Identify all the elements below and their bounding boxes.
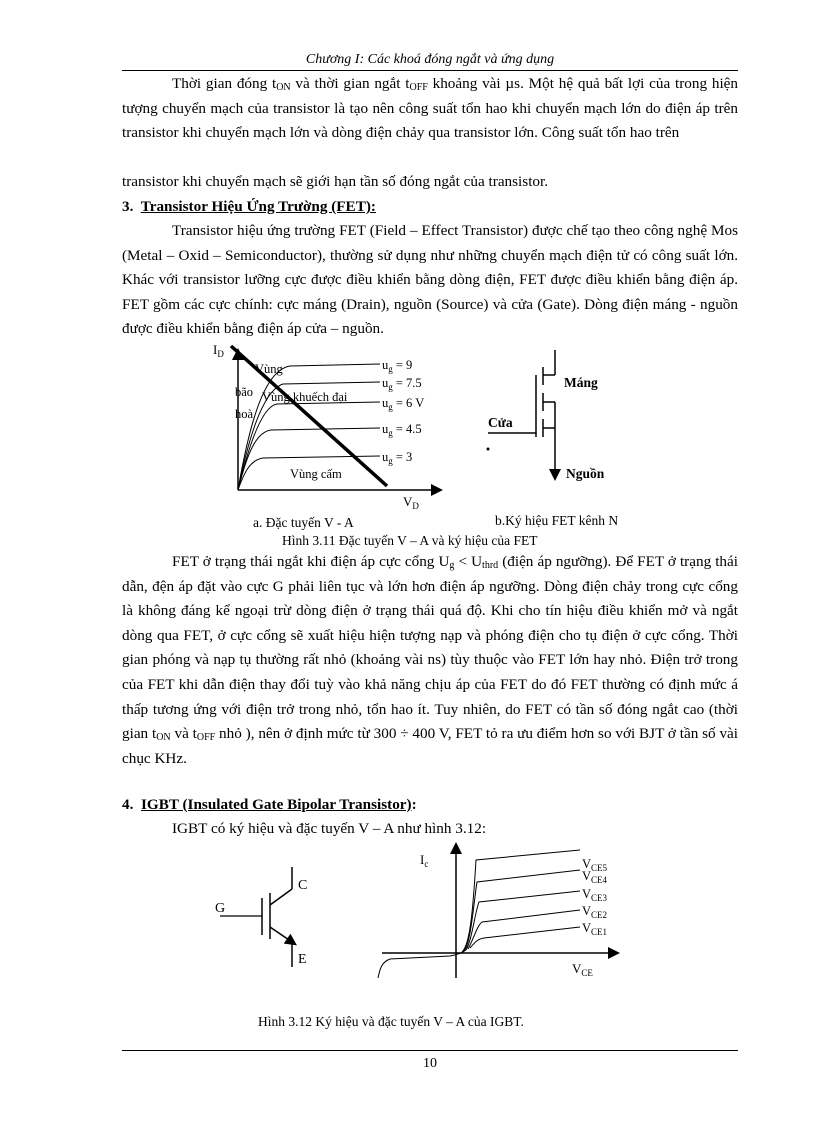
paragraph-igbt-intro: IGBT có ký hiệu và đặc tuyến V – A như hình 3.12:: [172, 820, 487, 837]
igbt-gate-label: G: [215, 901, 226, 916]
igbt-curve-vce5: [462, 850, 580, 952]
heading-fet: 3. Transistor Hiệu Ứng Trường (FET):: [122, 198, 376, 215]
igbt-curve-vce3: [466, 891, 580, 950]
igbt-collector-label: C: [298, 878, 308, 893]
paragraph-switching-time: Thời gian đóng $t_{ON}$ và thời gian ngắt $t_{OFF}$ khoảng vài µs. Một hệ quả bất lợi của trong hiện tượng chuyển mạch của transistor là tạo nên công suất tổn hao khi chuyển mạch lớn do điện áp trên transistor khi chuyển mạch lớn và dòng điện chảy qua transistor lớn. Công suất tổn hao trên: [122, 75, 738, 142]
heading-igbt: 4. IGBT (Insulated Gate Bipolar Transistor):: [122, 796, 417, 813]
region-saturation-3: hoà: [235, 407, 254, 421]
region-amplify: Vùng khuếch đại: [262, 390, 348, 404]
igbt-curve-label-vce3: $V_{CE3}$: [582, 887, 608, 903]
igbt-curve-label-vce4: $V_{CE4}$: [582, 869, 608, 885]
region-cutoff: Vùng cấm: [290, 467, 342, 481]
figure-3-12-caption: Hình 3.12 Ký hiệu và đặc tuyến V – A của IGBT.: [258, 1014, 524, 1029]
caption-b: b.Ký hiệu FET kênh N: [495, 513, 619, 528]
igbt-reverse-curve: [378, 950, 466, 978]
paragraph-fet-operation: FET ở trạng thái ngắt khi điện áp cực cổng $U_g < U_{thrd}$ (điện áp ngưỡng). Để FET ở trạng thái dẫn, đện áp đặt vào cực G phải liên tục và lớn hơn điện áp ngưỡng. Dòng điện chảy trong cực cổng là không đáng kể ngoại trừ dòng điện ở trạng thái quá độ. Khi cho tín hiệu điều khiển mở và ngắt dòng qua FET, ở cực cổng sẽ xuất hiệu hiện tượng nạp và phóng điện cho tụ điện ở cực cổng. Thời gian phóng và nạp tụ thường rất nhỏ (khoảng vài ns) tùy thuộc vào FET lớn hay nhỏ. Điện trở trong của FET khi dẫn điện thay đổi tuỳ vào khả năng chịu áp của FET do đó FET thường có định mức á thấp tương ứng với điện trở trong nhỏ, tổn hao ít. Tuy nhiên, do FET có tần số đóng ngắt cao (thời gian $t_{ON}$ và $t_{OFF}$ nhỏ ), nên ở định mức từ 300 ÷ 400 V, FET tỏ ra ưu điểm hơn so với BJT ở tần số vài chục KHz.: [122, 553, 739, 767]
page-number: 10: [423, 1056, 437, 1071]
region-saturation-1: Vùng: [255, 362, 283, 376]
curve-label-ug-6: $u_g = 6$ V: [382, 396, 425, 412]
footer-rule: [122, 1050, 738, 1051]
igbt-emitter-label: E: [298, 952, 307, 967]
region-saturation-2: bão: [235, 385, 254, 399]
figure-3-11-caption: Hình 3.11 Đặc tuyến V – A và ký hiệu của FET: [282, 533, 538, 548]
symbol-source-label: Nguồn: [566, 466, 605, 481]
igbt-characteristic-chart: [370, 840, 620, 980]
caption-a: a. Đặc tuyến V - A: [253, 515, 354, 530]
chapter-header: Chương I: Các khoá đóng ngắt và ứng dụng: [305, 52, 555, 67]
igbt-curve-label-vce2: $V_{CE2}$: [582, 904, 608, 920]
paragraph-switching-limit: transistor khi chuyển mạch sẽ giới hạn tần số đóng ngắt của transistor.: [122, 173, 549, 190]
igbt-axis-y-label: $I_c$: [420, 852, 429, 869]
igbt-curve-vce2: [468, 910, 580, 949]
igbt-curve-vce1: [470, 927, 580, 948]
igbt-collector-arm: [270, 889, 292, 905]
igbt-axis-x-label: $V_{CE}$: [572, 961, 593, 978]
igbt-emitter-arrow: [270, 927, 292, 942]
curve-label-ug-3: $u_g = 3$: [382, 450, 413, 466]
curve-label-ug-7-5: $u_g = 7.5$: [382, 376, 422, 392]
axis-x-label: $V_D$: [403, 494, 419, 511]
curve-label-ug-9: $u_g = 9$: [382, 358, 413, 374]
fet-n-channel-symbol: [480, 345, 630, 490]
igbt-symbol: [210, 865, 320, 970]
header-rule: [122, 70, 738, 71]
curve-label-ug-4-5: $u_g = 4.5$: [382, 422, 422, 438]
gate-dot: [487, 448, 490, 451]
igbt-curve-label-vce1: $V_{CE1}$: [582, 921, 608, 937]
symbol-gate-label: Cửa: [488, 415, 513, 430]
fet-characteristic-chart: [205, 340, 445, 515]
igbt-curve-label-vce5: $V_{CE5}$: [582, 857, 608, 873]
symbol-drain-label: Máng: [564, 375, 598, 390]
axis-y-label: $I_D$: [213, 342, 224, 359]
paragraph-fet-intro: Transistor hiệu ứng trường FET (Field – Effect Transistor) được chế tạo theo công nghệ Mos (Metal – Oxid – Semiconductor), thường sử dụng như những chuyển mạch điện tử có công suất lớn. Khác với transistor lưỡng cực được điều khiển bằng dòng điện, FET được điều khiển bằng điện áp. FET gồm các cực chính: cực máng (Drain), nguồn (Source) và cửa (Gate). Dòng điện máng - nguồn được điều khiển bằng điện áp cửa – nguồn.: [122, 222, 738, 338]
